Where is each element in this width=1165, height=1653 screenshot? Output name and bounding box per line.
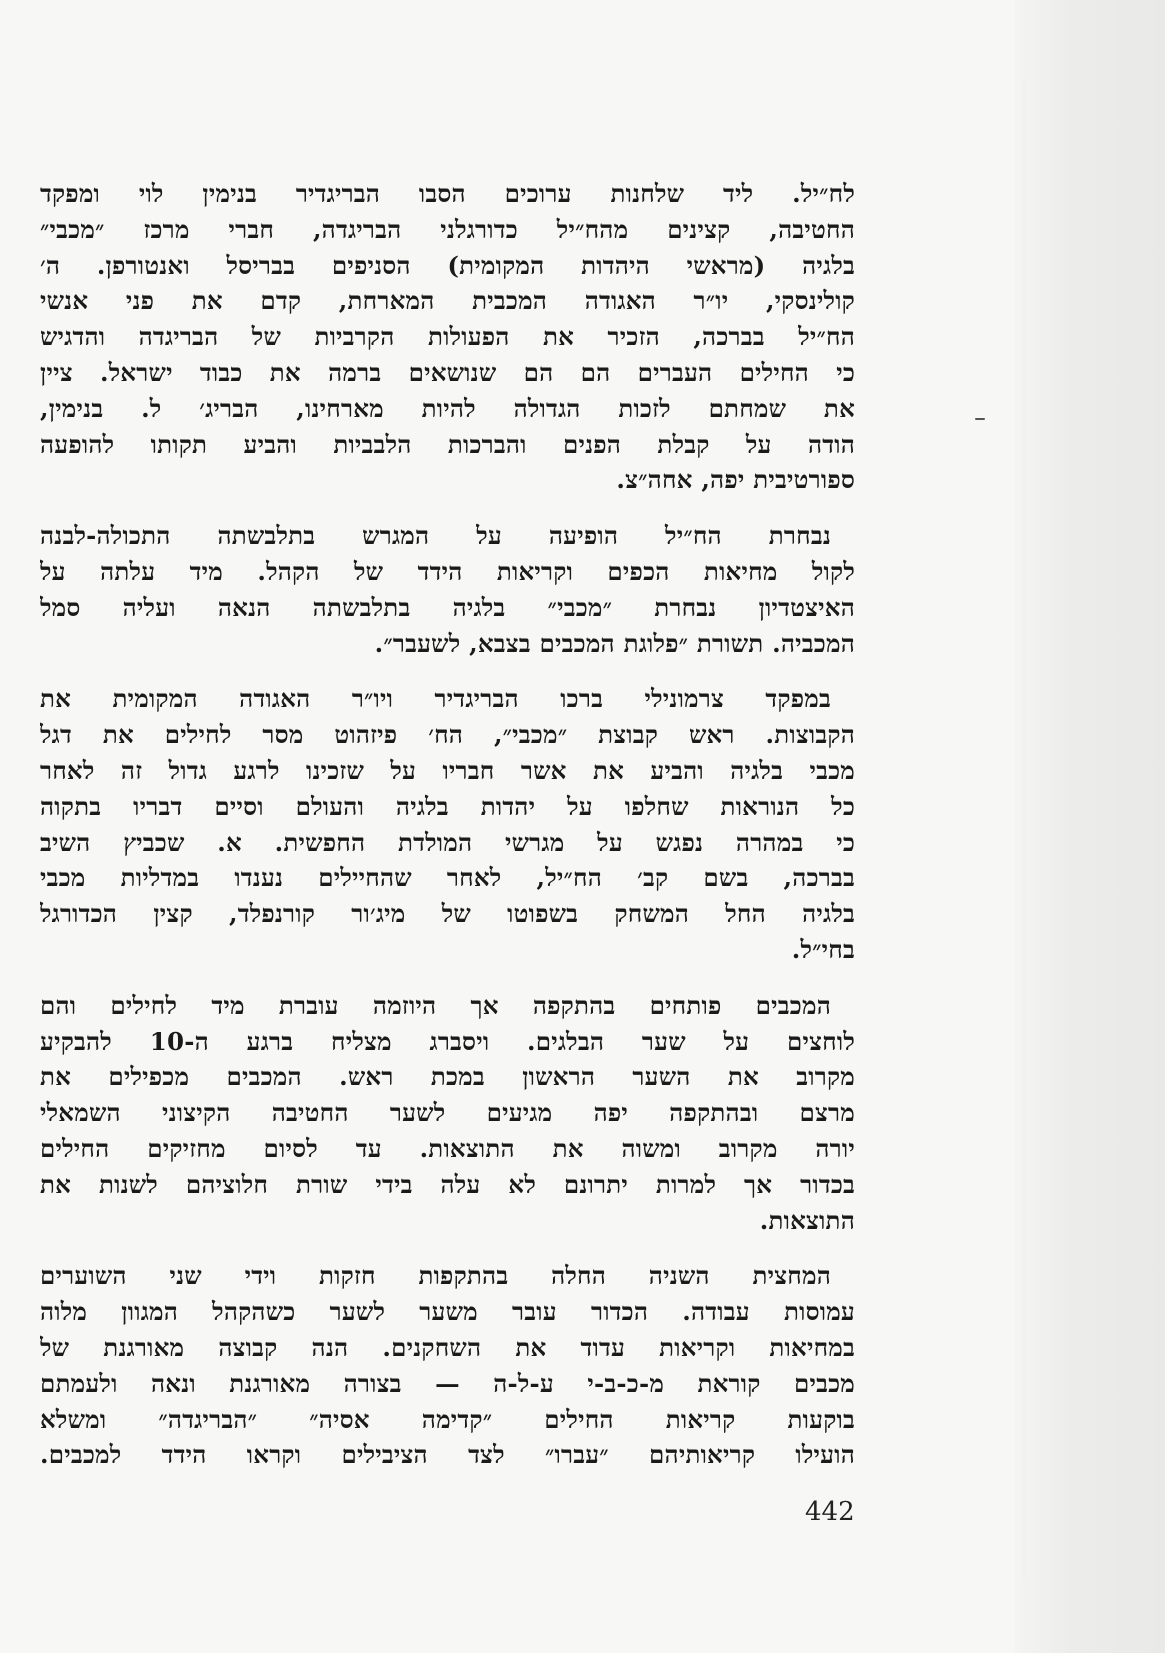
text-line: בלגיה החל המשחק בשפוטו של מיג׳ור קורנפלד, קצין הכדורגל: [40, 899, 855, 929]
text-line: קולינסקי, יו״ר האגודה המכבית המארחת, קדם את פני אנשי: [40, 286, 855, 316]
text-line: האיצטדיון נבחרת ״מכבי״ בלגיה בתלבשתה הנאה ועליה סמל: [40, 592, 855, 622]
text-line: לקול מחיאות הכפים וקריאות הידד של הקהל. מיד עלתה על: [40, 556, 855, 586]
text-line: בלגיה (מראשי היהדות המקומית) הסניפים בבריסל ואנטורפן. ה׳: [40, 250, 855, 280]
body-text: [40, 176, 855, 1493]
page-edge: [1023, 80, 1025, 1580]
text-line: המכביה. תשורת ״פלוגת המכבים בצבא, לשעבר״.: [374, 628, 855, 658]
paragraph-4: [40, 988, 855, 1239]
text-line: מכבים קוראת מ-כ-ב-י ע-ל-ה — בצורה מאורגנת ונאה ולעמתם: [40, 1368, 855, 1398]
text-line: הועילו קריאותיהם ״עברו״ לצד הציבילים וקראו הידד למכבים.: [40, 1440, 855, 1470]
scan-speck: [975, 418, 985, 420]
paragraph-3: [40, 681, 855, 967]
text-line: בחי״ל.: [791, 934, 855, 964]
text-line: בברכה, בשם קב׳ הח״יל, לאחר שהחיילים נענדו במדליות מכבי: [40, 863, 855, 893]
text-line: יורה מקרוב ומשוה את התוצאות. עד לסיום מחזיקים החילים: [40, 1133, 855, 1163]
page-gutter-shadow: [1015, 0, 1165, 1653]
text-line: מקרוב את השער הראשון במכת ראש. המכבים מכפילים את: [40, 1062, 855, 1092]
text-line: נבחרת הח״יל הופיעה על המגרש בתלבשתה התכולה-לבנה: [40, 521, 831, 551]
text-line: המחצית השניה החלה בהתקפות חזקות וידי שני השוערים: [40, 1261, 831, 1291]
text-line: כי החילים העברים הם הם שנושאים ברמה את כבוד ישראל. ציין: [40, 357, 855, 387]
text-line: במחיאות וקריאות עדוד את השחקנים. הנה קבוצה מאורגנת של: [40, 1332, 855, 1362]
text-line: את שמחתם לזכות הגדולה להיות מארחינו, הבריג׳ ל. בנימין,: [40, 393, 855, 423]
paragraph-2: [40, 518, 855, 661]
text-line: לח״יל. ליד שלחנות ערוכים הסבו הבריגדיר בנימין לוי ומפקד: [40, 179, 855, 208]
text-line: הודה על קבלת הפנים והברכות הלבביות והביע תקותו להופעה: [40, 429, 855, 459]
text-line: הקבוצות. ראש קבוצת ״מכבי״, הח׳ פיזהוט מסר לחילים את דגל: [40, 720, 855, 750]
text-line: עמוסות עבודה. הכדור עובר משער לשער כשהקהל המגוון מלוה: [40, 1297, 855, 1327]
text-line: כי במהרה נפגש על מגרשי המולדת החפשית. א. שכביץ השיב: [40, 827, 855, 857]
text-line: ספורטיבית יפה, אחה״צ.: [616, 465, 855, 495]
text-line: בוקעות קריאות החילים ״קדימה אסיה״ ״הבריגדה״ ומשלא: [40, 1404, 855, 1434]
text-line: החטיבה, קצינים מהח״יל כדורגלני הבריגדה, חברי מרכז ״מכבי״: [40, 214, 855, 244]
text-line: הח״יל בברכה, הזכיר את הפעולות הקרביות של הבריגדה והדגיש: [40, 322, 855, 352]
text-line: מרצם ובהתקפה יפה מגיעים לשער החטיבה הקיצוני השמאלי: [40, 1098, 855, 1128]
paragraph-1: [40, 176, 855, 498]
text-line: התוצאות.: [759, 1205, 855, 1235]
text-line: במפקד צרמונילי ברכו הבריגדיר ויו״ר האגודה המקומית את: [40, 684, 831, 714]
text-line: כל הנוראות שחלפו על יהדות בלגיה והעולם וסיים דבריו בתקוה: [40, 791, 855, 821]
paragraph-5: [40, 1258, 855, 1473]
text-line: לוחצים על שער הבלגים. ויסברג מצליח ברגע ה-10 להבקיע: [40, 1026, 855, 1056]
text-line: מכבי בלגיה והביע את אשר חבריו על שזכינו לרגע גדול זה לאחר: [40, 755, 855, 785]
text-line: המכבים פותחים בהתקפה אך היוזמה עוברת מיד לחילים והם: [40, 990, 831, 1020]
text-line: בכדור אך למרות יתרונם לא עלה בידי שורת חלוציהם לשנות את: [40, 1169, 855, 1199]
page-number: 442: [805, 1497, 855, 1527]
